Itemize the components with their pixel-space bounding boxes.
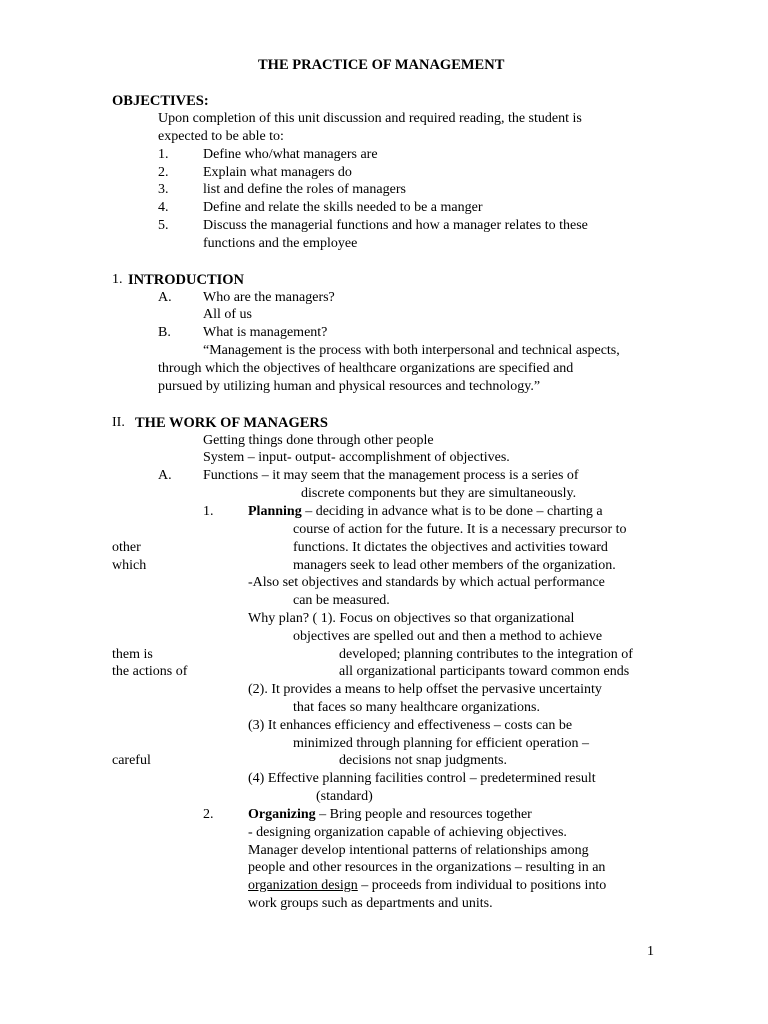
document-title: THE PRACTICE OF MANAGEMENT <box>258 57 505 73</box>
planning-line-3-left: other <box>112 540 141 555</box>
management-quote-line-2: through which the objectives of healthcare organizations are specified and <box>158 361 574 376</box>
organizing-line-3: Manager develop intentional patterns of relationships among <box>248 843 589 858</box>
page-number: 1 <box>647 944 654 959</box>
introduction-b-label: B. <box>158 325 171 340</box>
organizing-definition: – Bring people and resources together <box>315 807 532 822</box>
work-line-2: System – input- output- accomplishment of objectives. <box>203 450 510 465</box>
planning-line-4-left: which <box>112 558 147 573</box>
organizing-line-5-rest: – proceeds from individual to positions into <box>357 878 607 893</box>
plan-point-3-line-3: decisions not snap judgments. <box>339 753 507 768</box>
work-section-heading: THE WORK OF MANAGERS <box>135 415 328 431</box>
introduction-a-answer: All of us <box>203 307 252 322</box>
objective-text: Discuss the managerial functions and how a manager relates to these <box>203 218 588 233</box>
functions-label: A. <box>158 468 172 483</box>
planning-number: 1. <box>203 504 214 519</box>
objective-text: Define who/what managers are <box>203 147 378 162</box>
organizing-term: Organizing <box>248 807 316 822</box>
introduction-number: 1. <box>112 272 123 287</box>
planning-also-line-2: can be measured. <box>293 593 390 608</box>
organizing-line-5 <box>248 877 606 895</box>
management-quote-line-3: pursued by utilizing human and physical resources and technology.” <box>158 379 541 394</box>
work-line-1: Getting things done through other people <box>203 433 434 448</box>
objectives-intro-line-1: Upon completion of this unit discussion and required reading, the student is <box>158 111 582 126</box>
objective-text: list and define the roles of managers <box>203 182 406 197</box>
organizing-line-4: people and other resources in the organizations – resulting in an <box>248 860 606 875</box>
management-quote-line-1: “Management is the process with both interpersonal and technical aspects, <box>203 343 620 358</box>
why-plan-line-3-left: them is <box>112 647 153 662</box>
objective-number: 3. <box>158 182 169 197</box>
functions-text-2: discrete components but they are simultaneously. <box>301 486 577 501</box>
planning-definition: – deciding in advance what is to be done – charting a <box>301 504 603 519</box>
functions-text-1: Functions – it may seem that the management process is a series of <box>203 468 579 483</box>
planning-line-1 <box>248 503 603 521</box>
plan-point-4-line-2: (standard) <box>316 789 373 804</box>
objective-text: Define and relate the skills needed to be a manger <box>203 200 483 215</box>
objective-number: 1. <box>158 147 169 162</box>
plan-point-3-line-1: (3) It enhances efficiency and effectiveness – costs can be <box>248 718 573 733</box>
why-plan-line-4-left: the actions of <box>112 664 188 679</box>
planning-line-3: functions. It dictates the objectives and activities toward <box>293 540 608 555</box>
why-plan-line-2: objectives are spelled out and then a method to achieve <box>293 629 603 644</box>
plan-point-3-line-2: minimized through planning for efficient operation – <box>293 736 589 751</box>
planning-line-4: managers seek to lead other members of the organization. <box>293 558 616 573</box>
introduction-a-label: A. <box>158 290 172 305</box>
planning-line-2: course of action for the future. It is a necessary precursor to <box>293 522 627 537</box>
objectives-intro-line-2: expected to be able to: <box>158 129 284 144</box>
plan-point-3-line-3-left: careful <box>112 753 151 768</box>
objective-number: 5. <box>158 218 169 233</box>
organization-design-term: organization design <box>248 878 358 893</box>
work-section-number: II. <box>112 415 125 430</box>
objective-number: 2. <box>158 165 169 180</box>
objective-text-continued: functions and the employee <box>203 236 358 251</box>
introduction-b-question: What is management? <box>203 325 328 340</box>
introduction-heading: INTRODUCTION <box>128 272 245 288</box>
introduction-a-question: Who are the managers? <box>203 290 335 305</box>
why-plan-line-4: all organizational participants toward common ends <box>339 664 630 679</box>
why-plan-line-3: developed; planning contributes to the integration of <box>339 647 633 662</box>
organizing-line-6: work groups such as departments and units. <box>248 896 493 911</box>
plan-point-4-line-1: (4) Effective planning facilities control – predetermined result <box>248 771 596 786</box>
organizing-line-1 <box>248 806 532 824</box>
organizing-line-2: - designing organization capable of achieving objectives. <box>248 825 567 840</box>
plan-point-2-line-2: that faces so many healthcare organizations. <box>293 700 540 715</box>
objective-number: 4. <box>158 200 169 215</box>
planning-term: Planning <box>248 504 302 519</box>
objective-text: Explain what managers do <box>203 165 352 180</box>
organizing-number: 2. <box>203 807 214 822</box>
objectives-heading: OBJECTIVES: <box>112 93 209 109</box>
planning-also-line-1: -Also set objectives and standards by which actual performance <box>248 575 605 590</box>
why-plan-line-1: Why plan? ( 1). Focus on objectives so that organizational <box>248 611 575 626</box>
plan-point-2-line-1: (2). It provides a means to help offset the pervasive uncertainty <box>248 682 602 697</box>
